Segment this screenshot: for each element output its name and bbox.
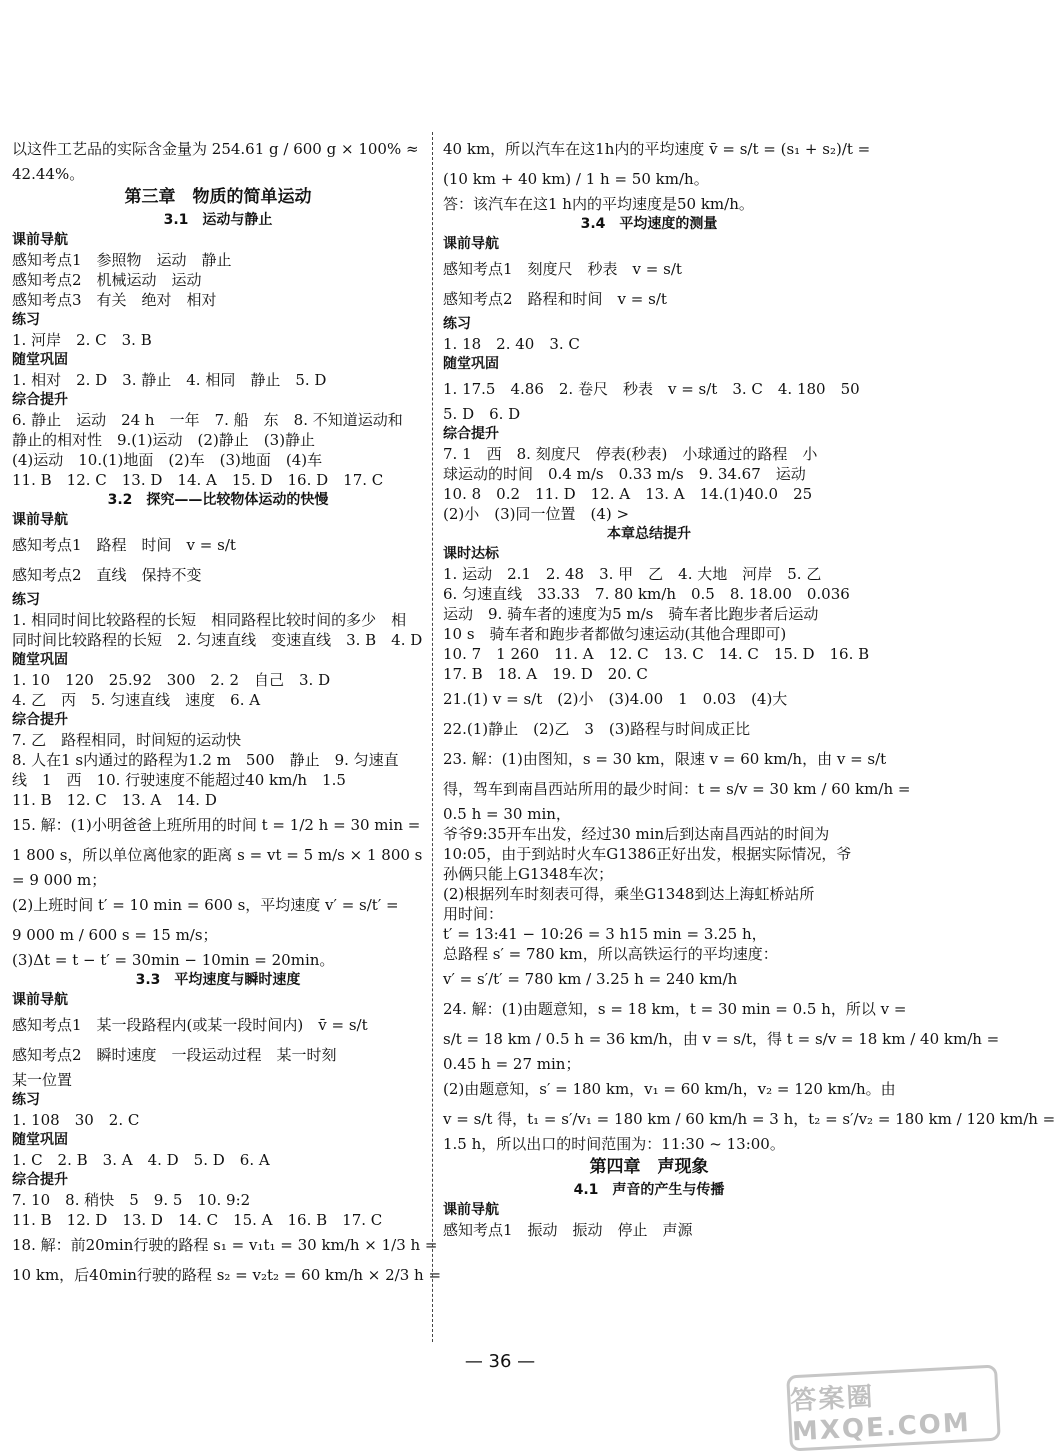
answer-line: (2)小 (3)同一位置 (4) >	[443, 505, 630, 523]
heading-line: 练习	[12, 312, 40, 328]
answer-line: 11. B 12. C 13. D 14. A 15. D 16. D 17. C	[12, 471, 384, 489]
heading-line: 随堂巩固	[12, 1132, 68, 1148]
answer-line: 感知考点2 直线 保持不变	[12, 566, 202, 584]
chapter-line: 第四章 声现象	[589, 1157, 709, 1177]
answer-line: 1. 108 30 2. C	[12, 1111, 140, 1129]
answer-line: 运动 9. 骑车者的速度为5 m/s 骑车者比跑步者后运动	[443, 605, 819, 623]
answer-line: (4)运动 10.(1)地面 (2)车 (3)地面 (4)车	[12, 451, 323, 469]
answer-line: 感知考点3 有关 绝对 相对	[12, 291, 217, 309]
answer-line: 感知考点1 刻度尺 秒表 v = s/t	[443, 260, 682, 278]
answer-line: v′ = s′/t′ = 780 km / 3.25 h = 240 km/h	[443, 970, 738, 988]
answer-line: s/t = 18 km / 0.5 h = 36 km/h，由 v = s/t，得 t = s/v = 18 km / 40 km/h =	[443, 1030, 1000, 1048]
heading-line: 课前导航	[443, 236, 499, 252]
heading-line: 综合提升	[12, 392, 68, 408]
heading-line: 课时达标	[443, 546, 499, 562]
heading-line: 课前导航	[12, 512, 68, 528]
heading-line: 随堂巩固	[443, 356, 499, 372]
answer-line: 线 1 西 10. 行驶速度不能超过40 km/h 1.5	[12, 771, 346, 789]
heading-line: 课前导航	[443, 1202, 499, 1218]
answer-line: (3)Δt = t − t′ = 30min − 10min = 20min。	[12, 951, 335, 969]
answer-line: 10. 8 0.2 11. D 12. A 13. A 14.(1)40.0 25	[443, 485, 813, 503]
answer-line: 总路程 s′ = 780 km，所以高铁运行的平均速度：	[443, 945, 778, 963]
answer-line: 10 s 骑车者和跑步者都做匀速运动(其他合理即可)	[443, 625, 787, 643]
answer-line: 11. B 12. D 13. D 14. C 15. A 16. B 17. C	[12, 1211, 383, 1229]
answer-line: 10. 7 1 260 11. A 12. C 13. C 14. C 15. D 16. B	[443, 645, 870, 663]
answer-line: 同时间比较路程的长短 2. 匀速直线 变速直线 3. B 4. D	[12, 631, 423, 649]
answer-line: 用时间：	[443, 905, 504, 923]
answer-line: 1. 河岸 2. C 3. B	[12, 331, 152, 349]
answer-line: 1. 10 120 25.92 300 2. 2 自己 3. D	[12, 671, 331, 689]
heading-line: 综合提升	[12, 712, 68, 728]
site-watermark-logo: 答案圈 MXQE.COM	[786, 1365, 1001, 1451]
answer-line: t′ = 13:41 − 10:26 = 3 h15 min = 3.25 h，	[443, 925, 767, 943]
answer-line: 23. 解：(1)由图知，s = 30 km，限速 v = 60 km/h，由 v = s/t	[443, 750, 887, 768]
heading-line: 随堂巩固	[12, 652, 68, 668]
answer-line: 1 800 s，所以单位离他家的距离 s = vt = 5 m/s × 1 800 s	[12, 846, 423, 864]
answer-line: 6. 静止 运动 24 h 一年 7. 船 东 8. 不知道运动和	[12, 411, 403, 429]
answer-line: 40 km，所以汽车在这1h内的平均速度 v̄ = s/t = (s₁ + s₂)/t =	[443, 140, 871, 158]
answer-line: 爷爷9:35开车出发，经过30 min后到达南昌西站的时间为	[443, 825, 830, 843]
heading-line: 课前导航	[12, 992, 68, 1008]
answer-line: 孙俩只能上G1348车次；	[443, 865, 614, 883]
heading-line: 课前导航	[12, 232, 68, 248]
answer-line: 7. 1 西 8. 刻度尺 停表(秒表) 小球通过的路程 小	[443, 445, 818, 463]
answer-line: (10 km + 40 km) / 1 h = 50 km/h。	[443, 170, 709, 188]
answer-line: 5. D 6. D	[443, 405, 521, 423]
answer-line: 感知考点2 瞬时速度 一段运动过程 某一时刻	[12, 1046, 337, 1064]
answer-line: 1. 17.5 4.86 2. 卷尺 秒表 v = s/t 3. C 4. 180 50	[443, 380, 860, 398]
answer-line: 4. 乙 丙 5. 匀速直线 速度 6. A	[12, 691, 261, 709]
page-number: — 36 —	[464, 1351, 536, 1372]
answer-line: 0.45 h = 27 min；	[443, 1055, 581, 1073]
answer-line: 得，驾车到南昌西站所用的最少时间：t = s/v = 30 km / 60 km/h =	[443, 780, 911, 798]
section-line: 3.2 探究——比较物体运动的快慢	[107, 492, 329, 508]
right-column	[443, 134, 1055, 1240]
answer-line: 7. 10 8. 稍快 5 9. 5 10. 9:2	[12, 1191, 251, 1209]
column-divider	[432, 132, 434, 1342]
heading-line: 综合提升	[443, 426, 499, 442]
answer-line: (2)根据列车时刻表可得，乘坐G1348到达上海虹桥站所	[443, 885, 815, 903]
answer-line: = 9 000 m；	[12, 871, 107, 889]
answer-line: 6. 匀速直线 33.33 7. 80 km/h 0.5 8. 18.00 0.036	[443, 585, 850, 603]
answer-line: 感知考点2 路程和时间 v = s/t	[443, 290, 667, 308]
answer-line: 1. C 2. B 3. A 4. D 5. D 6. A	[12, 1151, 270, 1169]
answer-line: 0.5 h = 30 min，	[443, 805, 571, 823]
answer-line: 11. B 12. C 13. A 14. D	[12, 791, 217, 809]
answer-line: 10 km，后40min行驶的路程 s₂ = v₂t₂ = 60 km/h × 2/3 h =	[12, 1266, 442, 1284]
heading-line: 随堂巩固	[12, 352, 68, 368]
answer-line: 以这件工艺品的实际含金量为 254.61 g / 600 g × 100% ≈	[12, 140, 419, 158]
answer-line: 1.5 h，所以出口的时间范围为：11:30 ~ 13:00。	[443, 1135, 785, 1153]
answer-line: 17. B 18. A 19. D 20. C	[443, 665, 648, 683]
answer-line: 答：该汽车在这1 h内的平均速度是50 km/h。	[443, 195, 754, 213]
answer-line: 感知考点1 某一段路程内(或某一段时间内) v̄ = s/t	[12, 1016, 368, 1034]
answer-line: 10:05，由于到站时火车G1386正好出发，根据实际情况，爷	[443, 845, 852, 863]
section-line: 3.3 平均速度与瞬时速度	[135, 972, 301, 988]
heading-line: 练习	[12, 592, 40, 608]
answer-line: 感知考点2 机械运动 运动	[12, 271, 202, 289]
answer-line: 8. 人在1 s内通过的路程为1.2 m 500 静止 9. 匀速直	[12, 751, 399, 769]
answer-line: 7. 乙 路程相同，时间短的运动快	[12, 731, 242, 749]
answer-line: 18. 解：前20min行驶的路程 s₁ = v₁t₁ = 30 km/h × 1/3 h =	[12, 1236, 438, 1254]
chapter-line: 第三章 物质的简单运动	[124, 187, 312, 207]
heading-line: 练习	[12, 1092, 40, 1108]
answer-line: 感知考点1 参照物 运动 静止	[12, 251, 232, 269]
heading-line: 练习	[443, 316, 471, 332]
answer-line: (2)上班时间 t′ = 10 min = 600 s，平均速度 v′ = s/t′ =	[12, 896, 399, 914]
answer-line: 1. 18 2. 40 3. C	[443, 335, 580, 353]
answer-line: 9 000 m / 600 s = 15 m/s；	[12, 926, 218, 944]
answer-line: 1. 相同时间比较路程的长短 相同路程比较时间的多少 相	[12, 611, 407, 629]
answer-line: 球运动的时间 0.4 m/s 0.33 m/s 9. 34.67 运动	[443, 465, 806, 483]
answer-line: 1. 运动 2.1 2. 48 3. 甲 乙 4. 大地 河岸 5. 乙	[443, 565, 822, 583]
section-line: 3.4 平均速度的测量	[580, 216, 718, 232]
answer-line: 感知考点1 振动 振动 停止 声源	[443, 1221, 693, 1239]
answer-line: 42.44%。	[12, 165, 85, 183]
section-line: 3.1 运动与静止	[163, 212, 273, 228]
section-line: 4.1 声音的产生与传播	[573, 1182, 725, 1198]
answer-line: 21.(1) v = s/t (2)小 (3)4.00 1 0.03 (4)大	[443, 690, 788, 708]
heading-line: 综合提升	[12, 1172, 68, 1188]
answer-line: (2)由题意知，s′ = 180 km，v₁ = 60 km/h，v₂ = 120 km/h。由	[443, 1080, 896, 1098]
section-line: 本章总结提升	[607, 526, 691, 542]
answer-line: 24. 解：(1)由题意知，s = 18 km，t = 30 min = 0.5 h，所以 v =	[443, 1000, 907, 1018]
answer-line: 15. 解：(1)小明爸爸上班所用的时间 t = 1/2 h = 30 min =	[12, 816, 421, 834]
answer-line: 22.(1)静止 (2)乙 3 (3)路程与时间成正比	[443, 720, 751, 738]
left-column	[12, 134, 442, 1290]
answer-line: 感知考点1 路程 时间 v = s/t	[12, 536, 236, 554]
answer-line: 1. 相对 2. D 3. 静止 4. 相同 静止 5. D	[12, 371, 327, 389]
answer-line: v = s/t 得，t₁ = s′/v₁ = 180 km / 60 km/h = 3 h，t₂ = s′/v₂ = 180 km / 120 km/h =	[443, 1110, 1055, 1128]
answer-line: 某一位置	[12, 1071, 73, 1089]
answer-line: 静止的相对性 9.(1)运动 (2)静止 (3)静止	[12, 431, 316, 449]
